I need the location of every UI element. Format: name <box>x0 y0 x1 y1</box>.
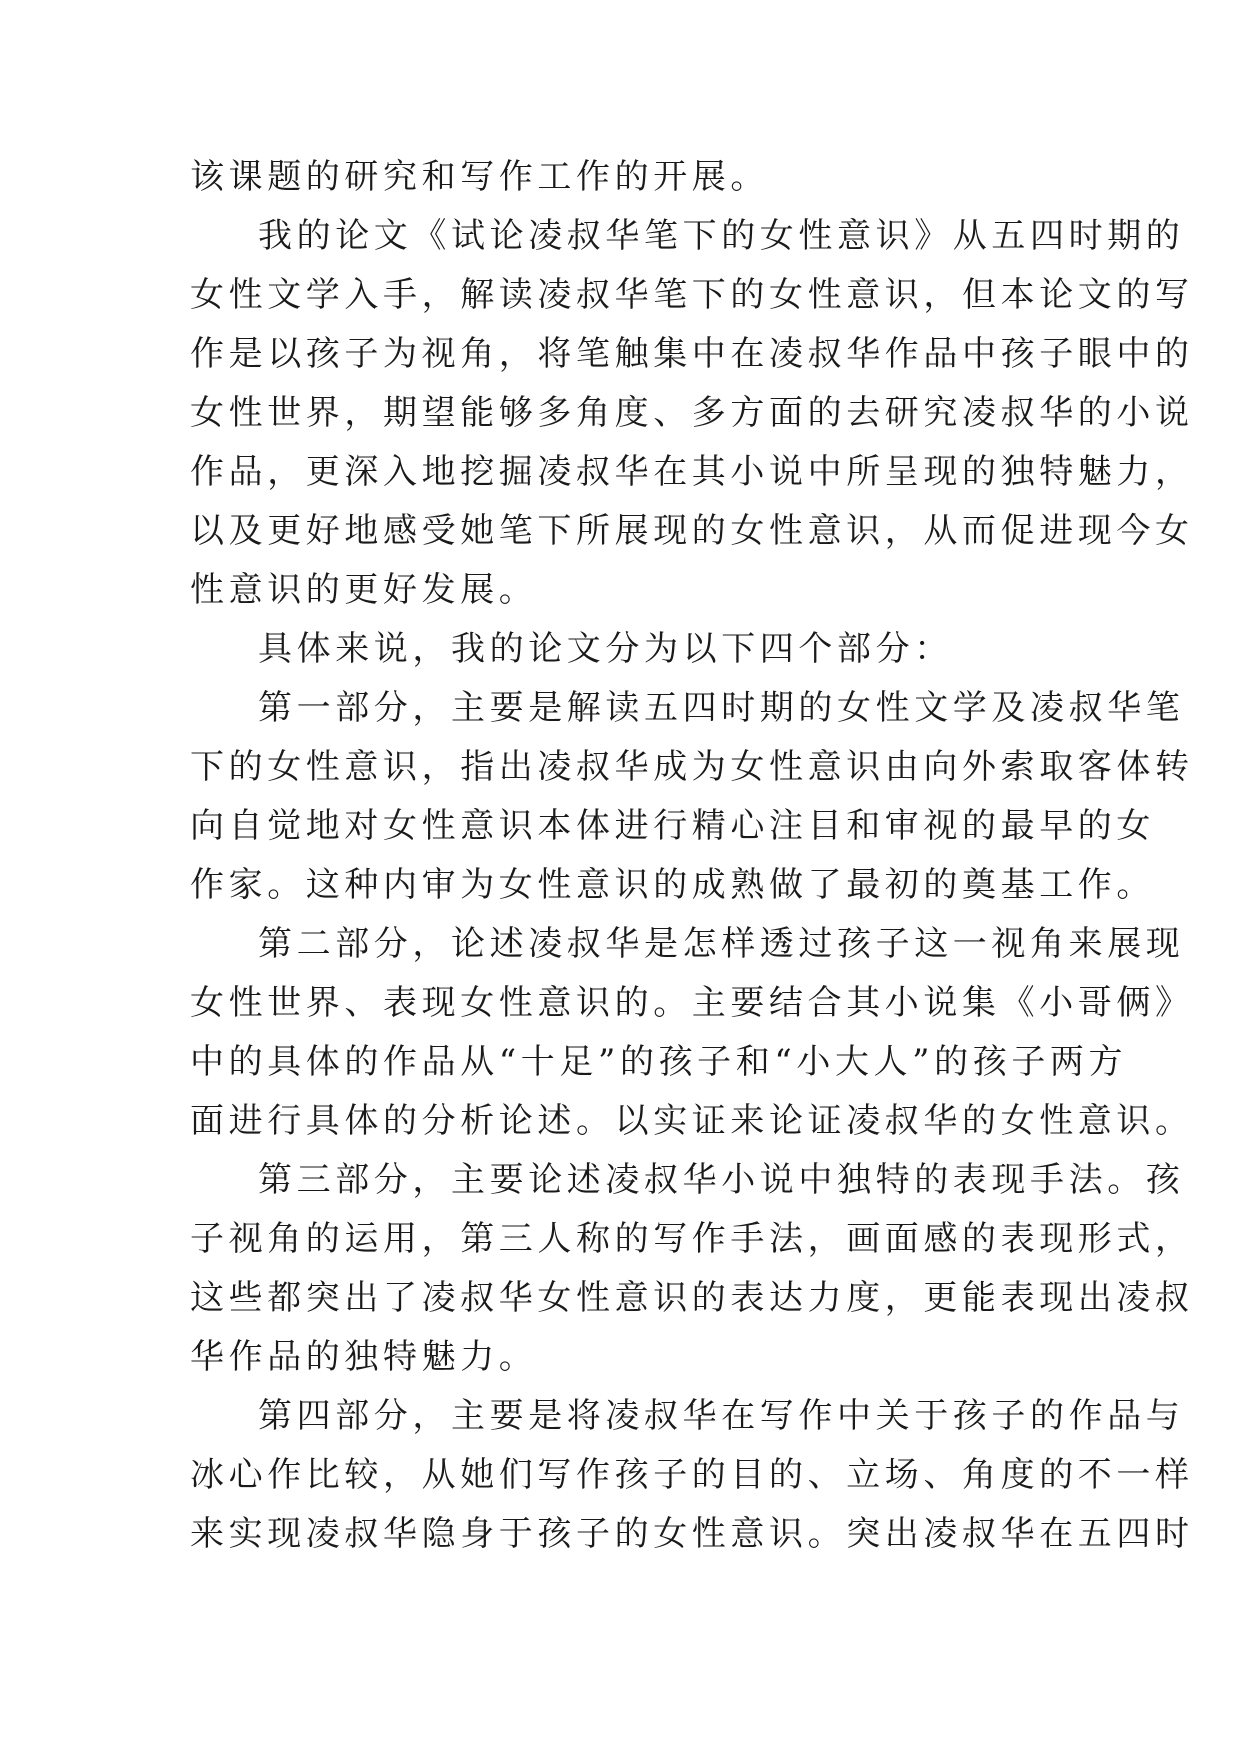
text-line: 以及更好地感受她笔下所展现的女性意识，从而促进现今女 <box>190 511 1194 551</box>
text-line: 来实现凌叔华隐身于孩子的女性意识。突出凌叔华在五四时 <box>190 1514 1194 1554</box>
text-line: 女性文学入手，解读凌叔华笔下的女性意识，但本论文的写 <box>190 275 1194 315</box>
text-line: 作品，更深入地挖掘凌叔华在其小说中所呈现的独特魅力， <box>190 452 1194 492</box>
text-line: 作是以孩子为视角，将笔触集中在凌叔华作品中孩子眼中的 <box>190 334 1194 374</box>
text-line: 作家。这种内审为女性意识的成熟做了最初的奠基工作。 <box>190 865 1155 905</box>
text-line: 中的具体的作品从“十足”的孩子和“小大人”的孩子两方 <box>190 1042 1128 1082</box>
text-line: 这些都突出了凌叔华女性意识的表达力度，更能表现出凌叔 <box>190 1278 1194 1318</box>
text-line: 女性世界、表现女性意识的。主要结合其小说集《小哥俩》 <box>190 983 1194 1023</box>
text-line: 我的论文《试论凌叔华笔下的女性意识》从五四时期的 <box>258 216 1185 256</box>
text-line: 具体来说，我的论文分为以下四个部分： <box>258 629 953 669</box>
text-line: 下的女性意识，指出凌叔华成为女性意识由向外索取客体转 <box>190 747 1194 787</box>
text-line: 冰心作比较，从她们写作孩子的目的、立场、角度的不一样 <box>190 1455 1194 1495</box>
text-line: 子视角的运用，第三人称的写作手法，画面感的表现形式， <box>190 1219 1194 1259</box>
text-line: 向自觉地对女性意识本体进行精心注目和审视的最早的女 <box>190 806 1155 846</box>
text-line: 面进行具体的分析论述。以实证来论证凌叔华的女性意识。 <box>190 1101 1194 1141</box>
text-line: 该课题的研究和写作工作的开展。 <box>190 157 769 197</box>
text-line: 第四部分，主要是将凌叔华在写作中关于孩子的作品与 <box>258 1396 1185 1436</box>
text-line: 第三部分，主要论述凌叔华小说中独特的表现手法。孩 <box>258 1160 1185 1200</box>
text-line: 第一部分，主要是解读五四时期的女性文学及凌叔华笔 <box>258 688 1185 728</box>
text-line: 性意识的更好发展。 <box>190 570 538 610</box>
text-line: 华作品的独特魅力。 <box>190 1337 538 1377</box>
body-text <box>190 148 1194 1564</box>
text-line: 女性世界，期望能够多角度、多方面的去研究凌叔华的小说 <box>190 393 1194 433</box>
text-line: 第二部分，论述凌叔华是怎样透过孩子这一视角来展现 <box>258 924 1185 964</box>
